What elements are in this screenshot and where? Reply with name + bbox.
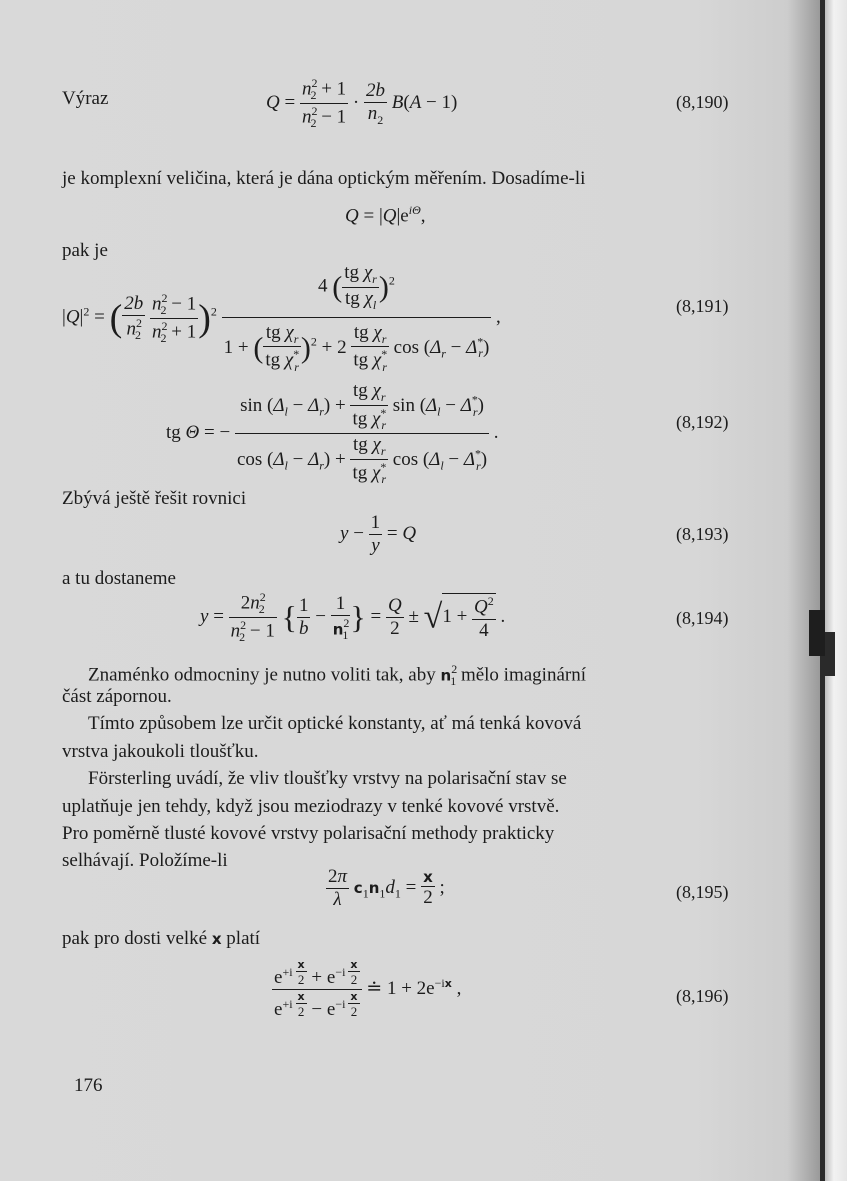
- symbol-n1-squared: n: [440, 666, 452, 685]
- symbol-x: x: [211, 930, 222, 948]
- equation-8-196: $e^{+i \frac{x}{2}}$ + $e^{-i \frac{x}{2}}$ $e^{+i \frac{x}{2}}$ − $e^{-i \frac{x}{2}}$ ≐ $1 + 2e^{-ix}$ ,: [274, 958, 462, 1021]
- text-run: platí: [226, 928, 261, 949]
- scan-background: [825, 0, 847, 1181]
- paragraph-text: vrstva jakoukoli tloušťku.: [62, 741, 259, 762]
- equation-8-195: $\frac{2\pi}{\lambda}$ $c_1n_1d_1$ = $\frac{x}{2}$ ;: [328, 866, 445, 910]
- equation-8-193: y − $\frac{1}{y}$ = Q: [340, 512, 417, 556]
- paragraph-text: a tu dostaneme: [62, 568, 176, 589]
- equation-number: (8,192): [676, 412, 729, 432]
- paragraph-text: je komplexní veličina, která je dána optickým měřením. Dosadíme-li: [62, 168, 586, 189]
- equation-number: (8,194): [676, 608, 729, 628]
- paragraph-text: Zbývá ještě řešit rovnici: [62, 488, 247, 509]
- page-number: 176: [74, 1075, 103, 1096]
- equation-8-191: $|Q|^2$ = ( $\frac{2b}{n^2_2}$ $\frac{n^2_2 - 1}{n^2_2 + 1}$ )$^2$ 4 ( $\frac{tg \chi_r}{tg \chi_l}$ )$^2$ 1 + ( $\frac{tg \chi_r}{tg \chi^*_r}$ )$^2$ + 2 $\frac{tg \chi_r}{tg \chi^*_r}$ $\cos (\Delta_r - \Delta^*_r)$ ,: [62, 262, 501, 374]
- paragraph-text: část zápornou.: [62, 686, 172, 707]
- paragraph-text: uplatňuje jen tehdy, když jsou meziodrazy v tenké kovové vrstvě.: [62, 796, 560, 817]
- paragraph-text: Tímto způsobem lze určit optické konstanty, ať má tenká kovová: [88, 713, 582, 734]
- paragraph-text: Výraz: [62, 88, 109, 109]
- binding-tab: [825, 632, 835, 676]
- paragraph-text: [62, 928, 260, 950]
- binding-tab: [809, 610, 825, 656]
- equation-polar-form: $Q = |Q|e^{i\Theta}$,: [345, 203, 426, 227]
- paragraph-text: Försterling uvádí, že vliv tloušťky vrstvy na polarisační stav se: [88, 768, 567, 789]
- paragraph-text: pak je: [62, 240, 108, 261]
- text-run: mělo imaginární: [460, 664, 586, 686]
- equation-number: (8,193): [676, 524, 729, 544]
- paragraph-text: selhávají. Položíme-li: [62, 850, 228, 871]
- equation-8-192: tg Θ = − $\sin (\Delta_l - \Delta_r)$ + $\frac{tg \chi_r}{tg \chi^*_r}$ $\sin (\Delta_l - \Delta^*_r)$ $\cos (\Delta_l - \Delta_r)$ + $\frac{tg \chi_r}{tg \chi^*_r}$ $\cos (\Delta_l - \Delta^*_r)$ .: [166, 380, 499, 486]
- equation-8-190: Q = $\frac{n^2_2 + 1}{n^2_2 - 1}$ · $\frac{2b}{n_2}$ B(A − 1): [266, 76, 458, 131]
- equation-number: (8,190): [676, 92, 729, 112]
- equation-number: (8,196): [676, 986, 729, 1006]
- equation-8-194: y = $\frac{2n^2_2}{n^2_2 - 1}$ { $\frac{1}{b}$ − $\frac{1}{n^2_1}$ } = $\frac{Q}{2}$ ± √1 + $\frac{Q^2}{4}$ .: [200, 590, 506, 645]
- paragraph-text: Znaménko odmocniny je nutno voliti tak, aby $n^2_1$ mělo imaginární: [88, 662, 586, 689]
- equation-number: (8,191): [676, 296, 729, 316]
- text-run: pak pro dosti velké: [62, 928, 208, 949]
- paragraph-text: Pro poměrně tlusté kovové vrstvy polarisační methody prakticky: [62, 823, 555, 844]
- equation-number: (8,195): [676, 882, 729, 902]
- text-run: Znaménko odmocniny je nutno voliti tak, aby: [88, 664, 436, 686]
